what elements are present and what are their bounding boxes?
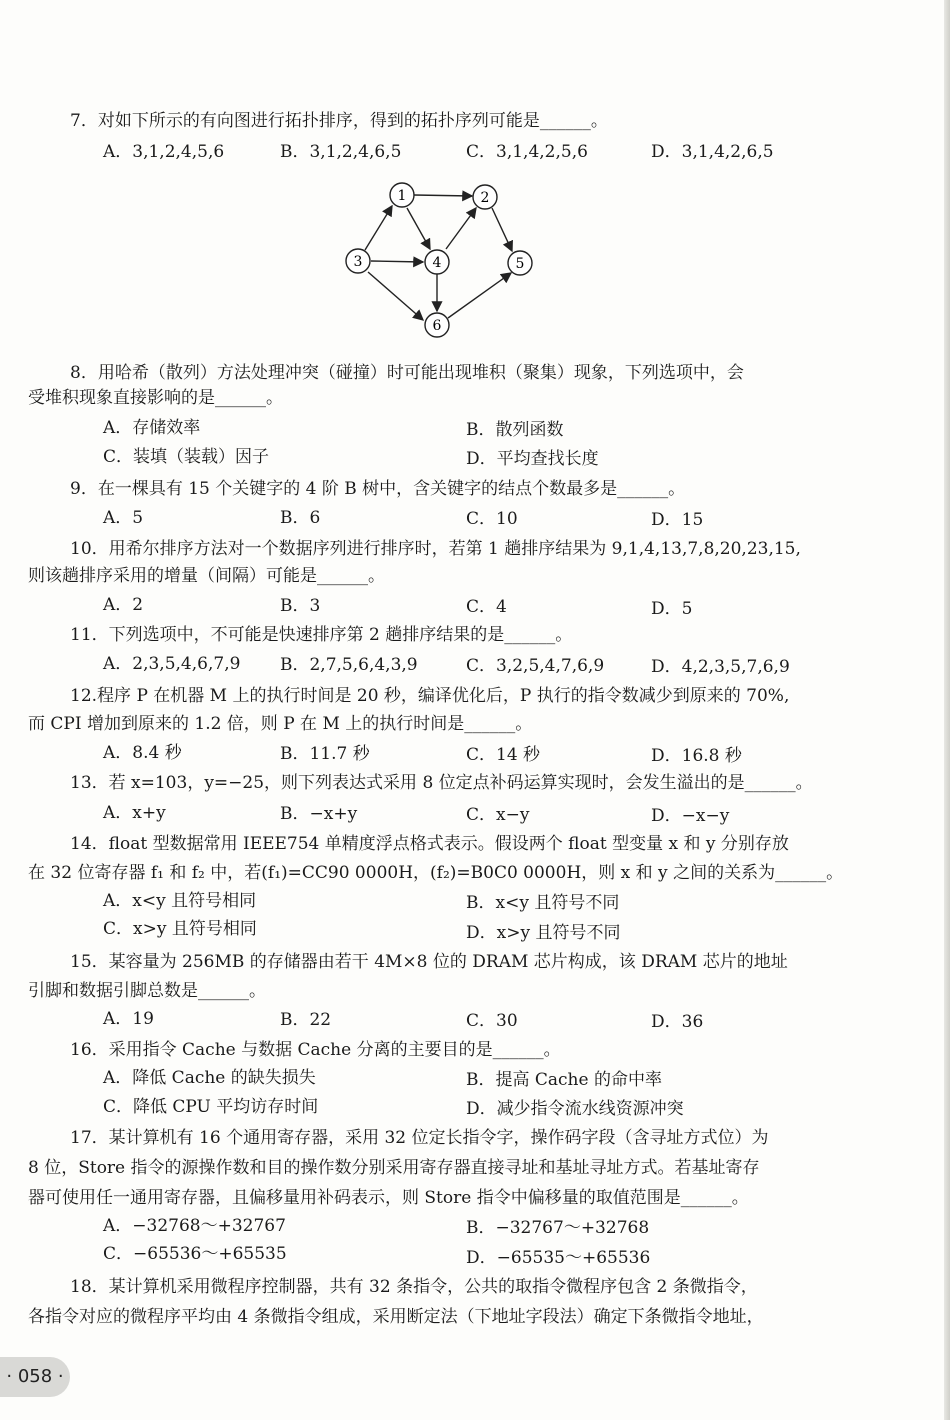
q12-option-b: B．11.7 秒 — [280, 744, 370, 764]
q14-option-c: C．x>y 且符号相同 — [103, 919, 257, 939]
edge-1-2 — [414, 195, 472, 196]
q9-option-b: B．6 — [280, 508, 321, 528]
q13-option-a: A．x+y — [103, 803, 166, 823]
q9-option-d: D．15 — [651, 510, 704, 530]
q14-option-d: D．x>y 且符号不同 — [466, 923, 621, 943]
question-17-stem-3: 器可使用任一通用寄存器，且偏移量用补码表示，则 Store 指令中偏移量的取值范围是______。 — [28, 1188, 749, 1208]
q13-option-c: C．x−y — [466, 805, 530, 825]
q15-option-a: A．19 — [103, 1009, 154, 1029]
svg-text:3: 3 — [353, 254, 363, 270]
question-15-stem-2: 引脚和数据引脚总数是______。 — [28, 981, 266, 1001]
question-17-stem-2: 8 位，Store 指令的源操作数和目的操作数分别采用寄存器直接寻址和基址寻址方式。若基址寄存 — [28, 1158, 760, 1178]
graph-node-3 — [346, 249, 370, 273]
svg-text:2: 2 — [480, 190, 490, 206]
page-edge — [944, 0, 950, 1420]
graph-node-4 — [425, 250, 449, 274]
question-8-stem-1: 8．用哈希（散列）方法处理冲突（碰撞）时可能出现堆积（聚集）现象，下列选项中，会 — [70, 363, 744, 383]
q15-option-b: B．22 — [280, 1010, 332, 1030]
question-7-stem: 7．对如下所示的有向图进行拓扑排序，得到的拓扑序列可能是______。 — [70, 111, 608, 131]
edge-3-6 — [368, 272, 423, 320]
q7-option-a: A．3,1,2,4,5,6 — [103, 142, 225, 162]
q10-option-c: C．4 — [466, 597, 507, 617]
q15-option-c: C．30 — [466, 1011, 518, 1031]
q11-option-b: B．2,7,5,6,4,3,9 — [280, 655, 418, 675]
q7-option-d: D．3,1,4,2,6,5 — [651, 142, 774, 162]
edge-1-4 — [407, 208, 430, 249]
q14-option-b: B．x<y 且符号不同 — [466, 893, 620, 913]
question-14-stem-2: 在 32 位寄存器 f₁ 和 f₂ 中，若(f₁)=CC90 0000H，(f₂)=B0C0 0000H，则 x 和 y 之间的关系为______。 — [28, 863, 844, 883]
q8-option-a: A．存储效率 — [103, 418, 201, 438]
question-8-stem-2: 受堆积现象直接影响的是______。 — [28, 388, 283, 408]
q11-option-c: C．3,2,5,4,7,6,9 — [466, 656, 605, 676]
q8-option-c: C．装填（装载）因子 — [103, 447, 270, 467]
question-17-stem-1: 17．某计算机有 16 个通用寄存器，采用 32 位定长指令字，操作码字段（含寻址方式位）为 — [70, 1128, 769, 1148]
page-number: · 058 · — [0, 1357, 70, 1397]
graph-node-5 — [508, 251, 532, 275]
q9-option-c: C．10 — [466, 509, 518, 529]
q16-option-a: A．降低 Cache 的缺失损失 — [103, 1068, 316, 1088]
q16-option-b: B．提高 Cache 的命中率 — [466, 1070, 662, 1090]
question-18-stem-1: 18．某计算机采用微程序控制器，共有 32 条指令，公共的取指令微程序包含 2 条微指令， — [70, 1277, 758, 1297]
q17-option-b: B．−32767～+32768 — [466, 1218, 650, 1238]
q14-option-a: A．x<y 且符号相同 — [103, 891, 257, 911]
q17-option-a: A．−32768～+32767 — [103, 1216, 286, 1236]
q17-option-c: C．−65536～+65535 — [103, 1244, 287, 1264]
graph-node-1 — [390, 183, 414, 207]
q10-option-d: D．5 — [651, 599, 693, 619]
q11-option-d: D．4,2,3,5,7,6,9 — [651, 657, 790, 677]
question-12-stem-2: 而 CPI 增加到原来的 1.2 倍，则 P 在 M 上的执行时间是______。 — [28, 714, 533, 734]
q9-option-a: A．5 — [103, 508, 144, 528]
edge-6-5 — [448, 273, 511, 318]
q10-option-a: A．2 — [103, 595, 144, 615]
q15-option-d: D．36 — [651, 1012, 704, 1032]
svg-text:5: 5 — [515, 256, 525, 272]
edge-3-4 — [371, 261, 423, 262]
q8-option-b: B．散列函数 — [466, 420, 564, 440]
q17-option-d: D．−65535～+65536 — [466, 1248, 651, 1268]
q7-option-b: B．3,1,2,4,6,5 — [280, 142, 402, 162]
question-15-stem-1: 15．某容量为 256MB 的存储器由若干 4M×8 位的 DRAM 芯片构成，该 DRAM 芯片的地址 — [70, 952, 788, 972]
svg-text:1: 1 — [397, 188, 407, 204]
question-14-stem-1: 14．float 型数据常用 IEEE754 单精度浮点格式表示。假设两个 float 型变量 x 和 y 分别存放 — [70, 834, 789, 854]
question-18-stem-2: 各指令对应的微程序平均由 4 条微指令组成，采用断定法（下地址字段法）确定下条微指令地址， — [28, 1307, 764, 1327]
q12-option-d: D．16.8 秒 — [651, 746, 742, 766]
q16-option-c: C．降低 CPU 平均访存时间 — [103, 1097, 319, 1117]
question-9-stem: 9．在一棵具有 15 个关键字的 4 阶 B 树中，含关键字的结点个数最多是______。 — [70, 479, 686, 499]
question-10-stem-1: 10．用希尔排序方法对一个数据序列进行排序时，若第 1 趟排序结果为 9,1,4,13,7,8,20,23,15, — [70, 539, 801, 559]
q11-option-a: A．2,3,5,4,6,7,9 — [103, 654, 241, 674]
q16-option-d: D．减少指令流水线资源冲突 — [466, 1099, 684, 1119]
question-10-stem-2: 则该趟排序采用的增量（间隔）可能是______。 — [28, 566, 385, 586]
edge-3-1 — [365, 206, 392, 250]
question-11-stem: 11．下列选项中，不可能是快速排序第 2 趟排序结果的是______。 — [70, 625, 573, 645]
question-16-stem: 16．采用指令 Cache 与数据 Cache 分离的主要目的是______。 — [70, 1040, 561, 1060]
directed-graph — [330, 178, 550, 348]
question-12-stem-1: 12.程序 P 在机器 M 上的执行时间是 20 秒，编译优化后，P 执行的指令数减少到原来的 70%, — [70, 686, 790, 706]
edge-4-2 — [446, 208, 476, 249]
edge-2-5 — [492, 208, 512, 251]
q13-option-d: D．−x−y — [651, 806, 730, 826]
graph-node-6 — [425, 313, 449, 337]
q10-option-b: B．3 — [280, 596, 321, 616]
q12-option-c: C．14 秒 — [466, 745, 541, 765]
q13-option-b: B．−x+y — [280, 804, 358, 824]
svg-text:4: 4 — [432, 255, 442, 271]
q8-option-d: D．平均查找长度 — [466, 449, 599, 469]
q7-option-c: C．3,1,4,2,5,6 — [466, 142, 588, 162]
question-13-stem: 13．若 x=103，y=−25，则下列表达式采用 8 位定点补码运算实现时，会发生溢出的是______。 — [70, 773, 813, 793]
svg-text:6: 6 — [432, 318, 442, 334]
q12-option-a: A．8.4 秒 — [103, 743, 182, 763]
graph-node-2 — [473, 185, 497, 209]
